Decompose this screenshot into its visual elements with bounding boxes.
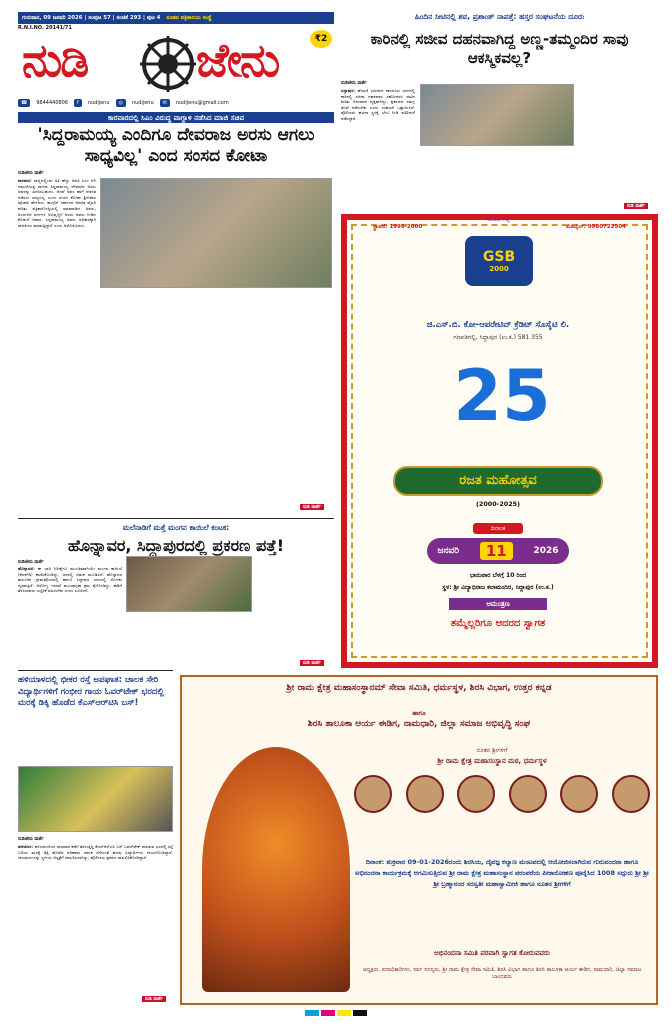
ad-date-month: ಜನವರಿ (437, 546, 459, 556)
ad-years: (2000-2025) (475, 500, 521, 508)
third-story-place: ಹಳಿಯಾಳ: (18, 844, 34, 849)
portrait-6 (612, 775, 650, 813)
temple-ad-line3: ಶಿರಸಿ ತಾಲೂಕಾ ಆರ್ಯ ಈಡಿಗ, ನಾಮಧಾರಿ, ಜಿಲ್ಲಾ ಸಮಾಜ ಅಭಿವೃದ್ಧಿ ಸಂಘ (307, 719, 531, 729)
portrait-1 (354, 775, 392, 813)
temple-ad-line1: ಶ್ರೀ ರಾಮ ಕ್ಷೇತ್ರ ಮಹಾಸಂಸ್ಥಾನಮ್ ಸೇವಾ ಸಮಿತಿ, ಧರ್ಮಸ್ಥಳ, ಶಿರಸಿ ವಿಭಾಗ, ಉತ್ತರ ಕನ್ನಡ (286, 683, 552, 693)
second-story-body (18, 566, 122, 666)
logo-left-part: ನುಡಿ (22, 33, 88, 87)
facebook-handle: nudijenu (87, 100, 110, 106)
temple-ad-line2: ಹಾಗೂ (412, 710, 426, 717)
lead-story-headline: 'ಸಿದ್ದರಾಮಯ್ಯ ಎಂದಿಗೂ ದೇವರಾಜ ಅರಸು ಆಗಲು ಸಾಧ್ಯವಿಲ್ಲ' ಎಂದ ಸಂಸದ ಕೋಟಾ (37, 125, 315, 166)
gsb-society-advertisement (341, 214, 658, 668)
right-story-body (341, 88, 415, 204)
email-icon: ✉ (160, 99, 170, 107)
right-story-text: ಹೆಗ್ಗರಣಿ ಸಮೀಪದ ಕಾನಸೂರು ಭಾಗದಲ್ಲಿ ಕಾರಿನಲ್ಲಿ ಸಜೀವ ದಹನವಾದ ಸಹೋದರರ ಸಾವಿನ ಕುರಿತು ಅನುಮಾನ ವ್ಯಕ್ತವಾಗಿದ್ದು, ಪ್ರಕರಣದ ಸಮಗ್ರ ತನಿಖೆ ನಡೆಸಬೇಕು ಎಂದು ಸಂಘಟನೆ ಒತ್ತಾಯಿಸಿದೆ. ಪೊಲೀಸರು ಘಟನಾ ಸ್ಥಳಕ್ಕೆ ಭೇಟಿ ನೀಡಿ ಪರಿಶೀಲನೆ ನಡೆಸಿದ್ದಾರೆ. (341, 88, 415, 121)
rni-number: R.N.I.NO. 20141/71 (18, 25, 72, 31)
right-story-kicker: ಹಿಂದಿನ ಸೀಟಿನಲ್ಲಿ ಶವ, ಪ್ರಶಾಂತ್ ನಾಪತ್ತೆ: ಹಸ್ತರ ಸಂಘಟನೆಯ ದೂರು (414, 12, 585, 21)
lead-story-body-col4 (256, 294, 332, 504)
yellow-swatch (337, 1010, 351, 1016)
section-divider (18, 670, 173, 671)
lead-story-photo (100, 178, 332, 288)
third-story-headline: ಹಳಿಯಾಳದಲ್ಲಿ ಭೀಕರ ರಸ್ತೆ ಅಪಘಾತ: ಚಾಲಕ ಸೇರಿ ವಿದ್ಯಾರ್ಥಿಗಳಿಗೆ ಗಂಭೀರ ಗಾಯ ಓವರ್‌ಟೇಕ್ ಭರದಲ್ಲಿ ಮರಕ್ಕೆ ಡಿಕ್ಕಿ ಹೊಡೆದ ಕೆಎಸ್‌ಆರ್‌ಟಿಸಿ ಬಸ್! (18, 675, 164, 708)
ad-date-box (427, 538, 569, 564)
second-story-headline: ಹೊನ್ನಾವರ, ಸಿದ್ದಾಪುರದಲ್ಲಿ ಪ್ರಕರಣ ಪತ್ತೆ! (67, 536, 285, 555)
right-story-signoff: ನುಡಿ ವಾರ್ತೆ (624, 203, 648, 209)
second-story-body-col2 (126, 616, 252, 666)
third-story-signoff: ನುಡಿ ವಾರ್ತೆ (142, 996, 166, 1002)
masthead-tagline: ನೂತನ ಪತ್ರಿಕಾಲಯ ಸಂಸ್ಥೆ (166, 14, 212, 21)
right-story-body-col2 (420, 150, 494, 208)
temple-ad-line4: ನೂತನ ಶ್ರೀಗಳಿಗೆ (476, 747, 508, 754)
second-story-place: ಹೊನ್ನಾವರ: (18, 566, 35, 571)
swamiji-throne-photo (202, 747, 350, 992)
ad-venue: ಸ್ಥಳ: ಶ್ರೀ ವಿದ್ಯಾಧಿರಾಜ ಕಲಾಮಂದಿರ, ಸಿದ್ದಾಪುರ (ಉ.ಕ.) (442, 584, 554, 591)
third-story-bus-photo (18, 766, 173, 832)
black-swatch (353, 1010, 367, 1016)
temple-ad-body: ದಿನಾಂಕ: ಶುಕ್ರವಾರ 09-01-2026ರಂದು ಶಿರಸಿಯ, ದೈವಜ್ಞ ಕಲ್ಯಾಣ ಮಂಟಪದಲ್ಲಿ ಆಯೋಜಿಸಲಾಗಿರುವ ಗುರುವಂದನಾ ಹಾಗೂ ಅಭಿನಂದನಾ ಕಾರ್ಯಕ್ರಮಕ್ಕೆ ಆಗಮಿಸುತ್ತಿರುವ ಶ್ರೀ ರಾಮ ಕ್ಷೇತ್ರ ಮಹಾಸಂಸ್ಥಾನ ಪರಂಪರೆಯ ಪೀಠಾರೋಹಣ ಪೂರೈಸಿದ 1008 ಸದ್ಗುರು ಶ್ರೀ ಶ್ರೀ ಶ್ರೀ ಬ್ರಹ್ಮಾನಂದ ಸರಸ್ವತೀ ಮಹಾಸ್ವಾಮೀಜಿ ಹಾಗೂ ನೂತನ ಶ್ರೀಗಳಿಗೆ (355, 858, 649, 888)
right-story-byline: ನುಡಿಜೇನು ವಾರ್ತೆ (341, 81, 367, 86)
contact-strip (18, 97, 334, 109)
lead-story-kicker: ಕಾರವಾರದಲ್ಲಿ ಸಿಎಂ ವಿರುದ್ಧ ವಾಗ್ದಾಳಿ ನಡೆಸಿದ ಮಾಜಿ ಸಚಿವ (18, 112, 334, 123)
ad-date-year: 2026 (533, 546, 559, 556)
temple-ad-welcome: ಅಭಿನಂದನಾ ಸಮಿತಿ ಪರವಾಗಿ ಸ್ವಾಗತ ಕೋರುವವರು (434, 949, 550, 957)
second-story-monkey-photo (126, 556, 252, 612)
lead-story-body (18, 178, 96, 510)
ad-invitation-label: ಆಮಂತ್ರಣ (449, 598, 547, 610)
right-story-headline: ಕಾರಿನಲ್ಲಿ ಸಜೀವ ದಹನವಾಗಿದ್ದ ಅಣ್ಣ-ತಮ್ಮಂದಿರ ಸಾವು ಆಕಸ್ಮಿಕವಲ್ಲ? (370, 30, 629, 67)
price-badge: ₹2 (310, 30, 332, 48)
right-story-photo (420, 84, 574, 146)
portrait-4 (509, 775, 547, 813)
logo-right-part: ಜೇನು (196, 33, 279, 87)
lead-story-body-col3 (178, 294, 252, 510)
ad-silver-jubilee-number: 25 (453, 355, 551, 437)
right-story-body-col4 (580, 84, 658, 202)
masthead-date-bar (18, 12, 334, 24)
ad-mobile: ಮೊಬೈಲ್: 9980722504 (566, 224, 626, 230)
phone-icon: ☎ (18, 99, 30, 107)
ad-welcome: ತಮ್ಮೆಲ್ಲರಿಗೂ ಆದರದ ಸ್ವಾಗತ (450, 618, 546, 629)
temple-advertisement (180, 675, 658, 1005)
masthead-date: ಗುರುವಾರ, 09 ಜನವರಿ 2026 | ಸಂಪುಟ 57 | ಸಂಚಿಕೆ 293 | ಪುಟ 4 (22, 14, 161, 21)
ad-dashed-border (351, 224, 648, 658)
right-story-body-col3 (500, 150, 574, 208)
second-story-kicker: ಮಲೆನಾಡಿಗೆ ಮತ್ತೆ ಮಂಗನ ಕಾಯಿಲೆ ಕಂಟಕ: (122, 523, 230, 532)
second-story-body-col3 (256, 556, 332, 666)
lead-story-signoff: ನುಡಿ ವಾರ್ತೆ (300, 504, 324, 510)
section-divider (18, 518, 334, 519)
ad-rajata-mahotsava: ರಜತ ಮಹೋತ್ಸವ (393, 466, 603, 496)
ad-society-title: ಜಿ.ಎಸ್.ಬಿ. ಕೋ-ಆಪರೇಟಿವ್ ಕ್ರೆಡಿಟ್ ಸೊಸೈಟಿ ಲಿ. (426, 320, 570, 330)
third-story-text: ಹಳಿಯಾಳದಿಂದ ಧಾರವಾಡ ಕಡೆಗೆ ತೆರಳುತ್ತಿದ್ದ ಕೆಎಸ್‌ಆರ್‌ಟಿಸಿ ಬಸ್ ಓವರ್‌ಟೇಕ್ ಮಾಡುವ ಭರದಲ್ಲಿ ರಸ್ತೆ ಬದಿಯ ಮರಕ್ಕೆ ಡಿಕ್ಕಿ ಹೊಡೆದ ಪರಿಣಾಮ ಚಾಲಕ ಸೇರಿದಂತೆ ಹಲವು ವಿದ್ಯಾರ್ಥಿಗಳು ಗಾಯಗೊಂಡಿದ್ದಾರೆ. ಗಾಯಾಳುಗಳನ್ನು ಸ್ಥಳೀಯ ಆಸ್ಪತ್ರೆಗೆ ದಾಖಲಿಸಲಾಗಿದ್ದು, ಪೊಲೀಸರು ಪ್ರಕರಣ ದಾಖಲಿಸಿಕೊಂಡಿದ್ದಾರೆ. (18, 844, 173, 861)
lead-story-body-col2 (100, 294, 174, 510)
instagram-icon: ◎ (116, 99, 126, 107)
third-story-byline: ನುಡಿಜೇನು ವಾರ್ತೆ (18, 837, 44, 842)
second-story-text: ಈ ಬಾರಿ ನಿರೀಕ್ಷೆಗೂ ಮುಂಚಿತವಾಗಿಯೇ ಮಂಗನ ಕಾಯಿಲೆ (ಕೆಎಫ್‌ಡಿ) ಕಾಣಿಸಿಕೊಂಡಿದ್ದು, ಜನರಲ್ಲಿ ಆತಂಕ ಮೂಡಿಸಿದೆ. ಹೊನ್ನಾವರ ತಾಲೂಕಿನ ಗ್ರಾಮವೊಂದರಲ್ಲಿ ಹಾಗೂ ಸಿದ್ದಾಪುರ ಭಾಗದಲ್ಲಿ ಸೋಂಕು ದೃಢಪಟ್ಟಿದೆ. ಆರೋಗ್ಯ ಇಲಾಖೆ ಮುಂಜಾಗ್ರತಾ ಕ್ರಮ ಕೈಗೊಂಡಿದ್ದು, ಕಾಡಿಗೆ ತೆರಳುವವರು ಎಚ್ಚರಿಕೆ ವಹಿಸಬೇಕು ಎಂದು ಸೂಚಿಸಿದೆ. (18, 566, 122, 594)
portrait-5 (560, 775, 598, 813)
lead-story-place: ಕಾರವಾರ: (18, 178, 32, 183)
temple-ad-footer: ಅಧ್ಯಕ್ಷರು, ಪದಾಧಿಕಾರಿಗಳು, ಸರ್ವ ಸದಸ್ಯರು, ಶ್ರೀ ರಾಮ ಕ್ಷೇತ್ರ ಸೇವಾ ಸಮಿತಿ, ಶಿರಸಿ ವಿಭಾಗ ಹಾಗೂ ಶಿರಸಿ ತಾಲೂಕಾ ಆರ್ಯ ಈಡಿಗ, ನಾಮಧಾರಿ, ಜಿಲ್ಲಾ ಸಮಾಜ ಬಾಂಧವರು (362, 967, 642, 980)
cyan-swatch (305, 1010, 319, 1016)
ad-date-label: ದಿನಾಂಕ (473, 523, 523, 534)
gsb-logo-year: 2000 (489, 265, 509, 273)
right-story-place: ಸಿದ್ದಾಪುರ: (341, 88, 356, 93)
committee-portraits (354, 775, 650, 833)
phone-number: 9844440806 (36, 100, 69, 106)
ad-time: ಭಾನುವಾರ ಬೆಳಗ್ಗೆ 10 ರಿಂದ (469, 572, 527, 579)
ad-date-day: 11 (480, 542, 513, 560)
newspaper-logo (18, 33, 334, 95)
ad-society-address: ಗಣಪತಿಗಲ್ಲಿ, ಸಿದ್ದಾಪುರ (ಉ.ಕ.) 581 355 (453, 334, 543, 341)
email-address: nudijenu@gmail.com (175, 100, 229, 106)
ad-sahakara: ಸಹಕಾರಂ ಗೆಲ್ಲಿ (486, 217, 510, 223)
instagram-handle: nudijenu (131, 100, 154, 106)
third-story-body (18, 844, 173, 994)
second-story-signoff: ನುಡಿ ವಾರ್ತೆ (300, 660, 324, 666)
gsb-logo-text: GSB (482, 249, 516, 265)
facebook-icon: f (74, 99, 82, 107)
print-color-bar (0, 1010, 672, 1016)
magenta-swatch (321, 1010, 335, 1016)
second-story-byline: ನುಡಿಜೇನು ವಾರ್ತೆ (18, 560, 44, 565)
ad-established: ಸ್ಥಾಪನೆ: 1999-2000 (373, 224, 423, 230)
lead-story-byline: ನುಡಿಜೇನು ವಾರ್ತೆ (18, 171, 44, 176)
gsb-logo (465, 236, 533, 286)
portrait-3 (457, 775, 495, 813)
temple-ad-line5: ಶ್ರೀ ರಾಮ ಕ್ಷೇತ್ರ ಮಹಾಸಂಸ್ಥಾನ ಮಠ, ಧರ್ಮಸ್ಥಳ (437, 757, 547, 765)
lead-story-text: ರಾಜ್ಯದಲ್ಲಿಂದು ಅತಿ ಹೆಚ್ಚು ಅವಧಿ ಸಿಎಂ ಆಗಿ ದಾಖಲೆಯತ್ತ ಸಾಗುವ ಸಿದ್ದರಾಮಯ್ಯ ದೇವರಾಜ ಅರಸು ಅವರನ್ನು ಮೀರಿಸಬಹುದು. ಆದರೆ ಅವರ ಹಾಗೆ ಆಡಳಿತ ನಡೆಸಲು ಸಾಧ್ಯವಿಲ್ಲ ಎಂದು ಸಂಸದ ಕೋಟಾ ಶ್ರೀನಿವಾಸ ಪೂಜಾರಿ ಹೇಳಿದರು. ಕಾಂಗ್ರೆಸ್ ಸರ್ಕಾರದ ಆಡಳಿತ ವೈಖರಿ ಕುರಿತು ಪತ್ರಿಕಾಗೋಷ್ಠಿಯಲ್ಲಿ ಮಾತನಾಡಿದ ಅವರು, ಹಿಂದುಳಿದ ವರ್ಗಗಳ ಅಭಿವೃದ್ಧಿಗೆ ಅರಸು ಅವರು ನೀಡಿದ ಕೊಡುಗೆ ಅಪಾರ. ಸಿದ್ದರಾಮಯ್ಯ ಅವರು ಅಧಿಕಾರಕ್ಕಾಗಿ ರಾಜಕೀಯ ಮಾಡುತ್ತಿದ್ದಾರೆ ಎಂದು ಆರೋಪಿಸಿದರು. (18, 178, 96, 228)
portrait-2 (406, 775, 444, 813)
